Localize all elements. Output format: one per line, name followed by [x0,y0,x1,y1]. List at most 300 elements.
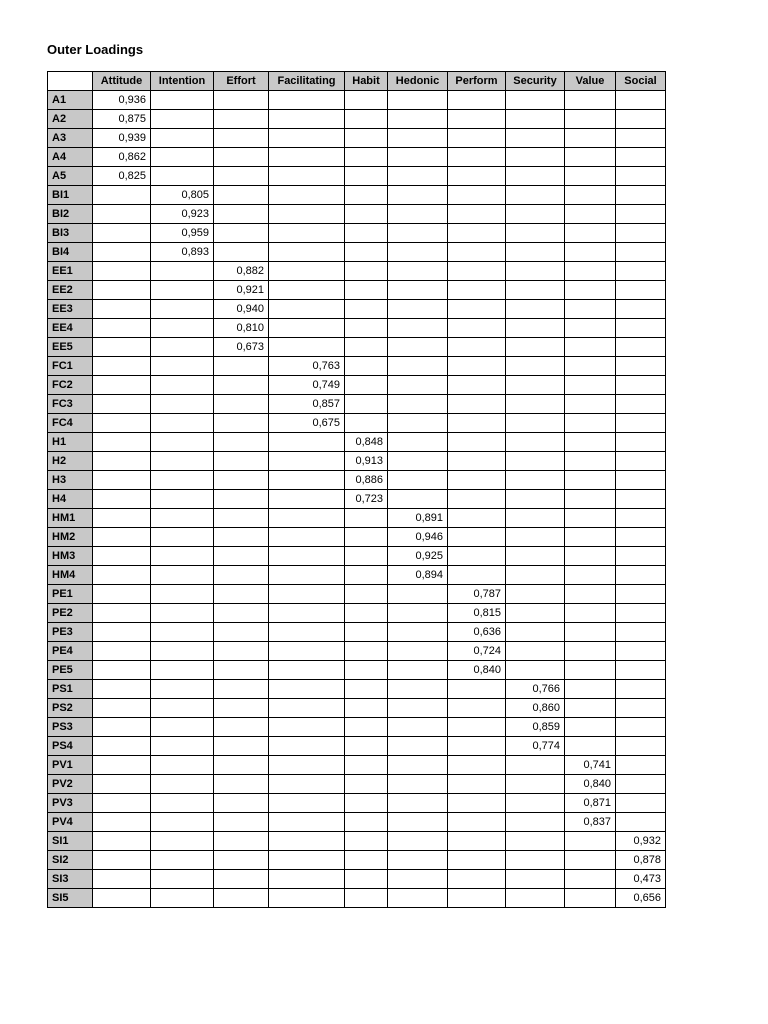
empty-cell [151,547,214,566]
table-header-row [48,72,666,91]
empty-cell [345,129,388,148]
empty-cell [506,585,565,604]
empty-cell [616,699,666,718]
empty-cell [616,775,666,794]
row-label: BI3 [48,224,93,243]
empty-cell [506,604,565,623]
empty-cell [565,509,616,528]
empty-cell [616,205,666,224]
empty-cell [565,737,616,756]
empty-cell [214,376,269,395]
empty-cell [616,547,666,566]
empty-cell [93,490,151,509]
empty-cell [616,338,666,357]
row-label: PS4 [48,737,93,756]
loading-value-cell: 0,891 [388,509,448,528]
table-row [48,794,666,813]
empty-cell [565,547,616,566]
empty-cell [214,433,269,452]
empty-cell [388,490,448,509]
table-row [48,680,666,699]
empty-cell [269,300,345,319]
row-label: PV1 [48,756,93,775]
empty-cell [565,528,616,547]
loading-value-cell: 0,882 [214,262,269,281]
empty-cell [388,148,448,167]
row-label: H1 [48,433,93,452]
empty-cell [565,281,616,300]
empty-cell [388,281,448,300]
empty-cell [214,566,269,585]
empty-cell [214,756,269,775]
empty-cell [448,471,506,490]
empty-cell [345,566,388,585]
table-row [48,699,666,718]
empty-cell [388,91,448,110]
empty-cell [345,642,388,661]
empty-cell [214,167,269,186]
loading-value-cell: 0,878 [616,851,666,870]
empty-cell [93,756,151,775]
empty-cell [388,186,448,205]
empty-cell [448,243,506,262]
empty-cell [269,319,345,338]
row-label: A1 [48,91,93,110]
empty-cell [345,414,388,433]
empty-cell [151,642,214,661]
empty-cell [388,737,448,756]
empty-cell [616,243,666,262]
empty-cell [616,167,666,186]
row-label: PE2 [48,604,93,623]
empty-cell [151,528,214,547]
empty-cell [151,775,214,794]
row-label: BI2 [48,205,93,224]
table-row [48,262,666,281]
empty-cell [151,300,214,319]
empty-cell [506,376,565,395]
table-row [48,281,666,300]
empty-cell [151,661,214,680]
empty-cell [448,756,506,775]
loading-value-cell: 0,939 [93,129,151,148]
empty-cell [345,376,388,395]
row-label: HM1 [48,509,93,528]
empty-cell [506,395,565,414]
empty-cell [151,433,214,452]
empty-cell [151,680,214,699]
empty-cell [214,737,269,756]
row-label: PE1 [48,585,93,604]
empty-cell [448,186,506,205]
empty-cell [388,661,448,680]
empty-cell [214,414,269,433]
empty-cell [93,661,151,680]
loading-value-cell: 0,473 [616,870,666,889]
column-header: Attitude [93,72,151,91]
table-row [48,737,666,756]
empty-cell [345,813,388,832]
empty-cell [506,281,565,300]
empty-cell [448,338,506,357]
empty-cell [565,718,616,737]
empty-cell [345,148,388,167]
empty-cell [565,205,616,224]
loading-value-cell: 0,932 [616,832,666,851]
row-label: PS2 [48,699,93,718]
empty-cell [506,832,565,851]
empty-cell [565,129,616,148]
empty-cell [345,680,388,699]
empty-cell [93,509,151,528]
empty-cell [506,262,565,281]
table-row [48,813,666,832]
empty-cell [506,91,565,110]
empty-cell [151,262,214,281]
empty-cell [151,756,214,775]
empty-cell [345,243,388,262]
empty-cell [506,794,565,813]
table-row [48,414,666,433]
loading-value-cell: 0,636 [448,623,506,642]
loading-value-cell: 0,787 [448,585,506,604]
empty-cell [93,205,151,224]
row-label: PS1 [48,680,93,699]
empty-cell [388,471,448,490]
empty-cell [345,756,388,775]
empty-cell [345,319,388,338]
table-row [48,186,666,205]
empty-cell [616,433,666,452]
loading-value-cell: 0,837 [565,813,616,832]
loading-value-cell: 0,805 [151,186,214,205]
empty-cell [93,262,151,281]
column-header: Intention [151,72,214,91]
row-label: PV2 [48,775,93,794]
column-header: Perform [448,72,506,91]
empty-cell [506,452,565,471]
empty-cell [565,376,616,395]
empty-cell [388,889,448,908]
loading-value-cell: 0,925 [388,547,448,566]
empty-cell [269,281,345,300]
empty-cell [565,452,616,471]
empty-cell [93,851,151,870]
table-row [48,566,666,585]
empty-cell [345,338,388,357]
loading-value-cell: 0,936 [93,91,151,110]
empty-cell [345,889,388,908]
empty-cell [345,775,388,794]
empty-cell [345,794,388,813]
empty-cell [506,642,565,661]
empty-cell [345,737,388,756]
empty-cell [565,224,616,243]
empty-cell [151,585,214,604]
empty-cell [506,300,565,319]
page-title: Outer Loadings [47,42,144,57]
empty-cell [616,471,666,490]
empty-cell [448,148,506,167]
empty-cell [214,205,269,224]
empty-cell [93,376,151,395]
row-label: PE5 [48,661,93,680]
empty-cell [616,490,666,509]
row-label: BI1 [48,186,93,205]
empty-cell [345,585,388,604]
outer-loadings-table [47,71,666,908]
empty-cell [388,395,448,414]
table-row [48,205,666,224]
empty-cell [616,661,666,680]
empty-cell [214,813,269,832]
empty-cell [506,623,565,642]
empty-cell [93,357,151,376]
empty-cell [448,889,506,908]
empty-cell [616,737,666,756]
empty-cell [616,262,666,281]
empty-cell [565,433,616,452]
empty-cell [616,357,666,376]
empty-cell [214,661,269,680]
empty-cell [345,718,388,737]
row-label: PE4 [48,642,93,661]
empty-cell [506,661,565,680]
empty-cell [269,452,345,471]
empty-cell [214,794,269,813]
empty-cell [345,205,388,224]
loading-value-cell: 0,875 [93,110,151,129]
column-header: Habit [345,72,388,91]
table-row [48,110,666,129]
empty-cell [565,566,616,585]
empty-cell [616,281,666,300]
empty-cell [565,148,616,167]
loading-value-cell: 0,673 [214,338,269,357]
loading-value-cell: 0,921 [214,281,269,300]
empty-cell [93,433,151,452]
empty-cell [151,699,214,718]
empty-cell [565,490,616,509]
empty-cell [448,262,506,281]
row-label: H3 [48,471,93,490]
empty-cell [151,414,214,433]
empty-cell [506,224,565,243]
empty-cell [448,737,506,756]
empty-cell [214,642,269,661]
row-label: FC1 [48,357,93,376]
table-row [48,832,666,851]
empty-cell [93,718,151,737]
empty-cell [214,91,269,110]
loading-value-cell: 0,894 [388,566,448,585]
empty-cell [345,186,388,205]
empty-cell [269,623,345,642]
empty-cell [345,300,388,319]
table-row [48,509,666,528]
empty-cell [345,528,388,547]
empty-cell [448,528,506,547]
empty-cell [448,414,506,433]
empty-cell [506,433,565,452]
empty-cell [151,794,214,813]
empty-cell [388,680,448,699]
table-row [48,243,666,262]
empty-cell [448,566,506,585]
empty-cell [565,699,616,718]
empty-cell [388,433,448,452]
table-row [48,357,666,376]
empty-cell [93,319,151,338]
empty-cell [388,756,448,775]
empty-cell [214,680,269,699]
row-label: A3 [48,129,93,148]
empty-cell [616,395,666,414]
empty-cell [269,243,345,262]
empty-cell [269,775,345,794]
empty-cell [93,604,151,623]
empty-cell [151,395,214,414]
empty-cell [345,509,388,528]
loading-value-cell: 0,815 [448,604,506,623]
empty-cell [214,775,269,794]
empty-cell [616,585,666,604]
empty-cell [345,604,388,623]
loading-value-cell: 0,656 [616,889,666,908]
row-label: HM2 [48,528,93,547]
empty-cell [448,547,506,566]
empty-cell [506,851,565,870]
empty-cell [93,775,151,794]
empty-cell [93,642,151,661]
empty-cell [214,889,269,908]
table-row [48,889,666,908]
row-label: PV4 [48,813,93,832]
row-label: PS3 [48,718,93,737]
empty-cell [388,604,448,623]
empty-cell [388,414,448,433]
empty-cell [448,718,506,737]
empty-cell [448,433,506,452]
empty-cell [565,91,616,110]
table-row [48,148,666,167]
empty-cell [616,414,666,433]
table-row [48,623,666,642]
column-header: Security [506,72,565,91]
empty-cell [269,756,345,775]
column-header: Effort [214,72,269,91]
loading-value-cell: 0,840 [565,775,616,794]
empty-cell [616,680,666,699]
empty-cell [448,813,506,832]
empty-cell [388,338,448,357]
empty-cell [93,623,151,642]
empty-cell [616,452,666,471]
empty-cell [448,224,506,243]
empty-cell [616,813,666,832]
empty-cell [269,167,345,186]
empty-cell [151,509,214,528]
empty-cell [269,528,345,547]
column-header: Value [565,72,616,91]
empty-cell [345,661,388,680]
loading-value-cell: 0,857 [269,395,345,414]
column-header: Hedonic [388,72,448,91]
table-row [48,395,666,414]
empty-cell [506,490,565,509]
loading-value-cell: 0,825 [93,167,151,186]
empty-cell [565,851,616,870]
empty-cell [506,243,565,262]
empty-cell [269,604,345,623]
row-label: SI5 [48,889,93,908]
empty-cell [388,300,448,319]
empty-cell [345,623,388,642]
empty-cell [448,281,506,300]
empty-cell [616,604,666,623]
empty-cell [565,395,616,414]
empty-cell [616,110,666,129]
empty-cell [214,699,269,718]
empty-cell [93,547,151,566]
empty-cell [388,319,448,338]
loading-value-cell: 0,923 [151,205,214,224]
loading-value-cell: 0,848 [345,433,388,452]
empty-cell [269,680,345,699]
row-label: H2 [48,452,93,471]
empty-cell [388,699,448,718]
empty-cell [388,718,448,737]
row-label: SI2 [48,851,93,870]
empty-cell [616,376,666,395]
empty-cell [448,509,506,528]
empty-cell [93,281,151,300]
empty-cell [448,91,506,110]
empty-cell [269,794,345,813]
empty-cell [388,243,448,262]
empty-cell [565,623,616,642]
empty-cell [214,395,269,414]
empty-cell [214,604,269,623]
empty-cell [388,129,448,148]
empty-cell [151,376,214,395]
row-label: A2 [48,110,93,129]
empty-cell [151,357,214,376]
empty-cell [565,110,616,129]
empty-cell [345,167,388,186]
empty-cell [565,680,616,699]
empty-cell [269,509,345,528]
empty-cell [448,851,506,870]
loading-value-cell: 0,810 [214,319,269,338]
empty-cell [269,851,345,870]
empty-cell [269,566,345,585]
table-row [48,851,666,870]
empty-cell [565,262,616,281]
empty-cell [151,870,214,889]
empty-cell [448,490,506,509]
row-label: BI4 [48,243,93,262]
empty-cell [93,338,151,357]
row-label: SI3 [48,870,93,889]
empty-cell [151,319,214,338]
empty-cell [388,205,448,224]
loading-value-cell: 0,675 [269,414,345,433]
empty-cell [448,205,506,224]
empty-cell [565,889,616,908]
empty-cell [214,490,269,509]
table-row [48,338,666,357]
